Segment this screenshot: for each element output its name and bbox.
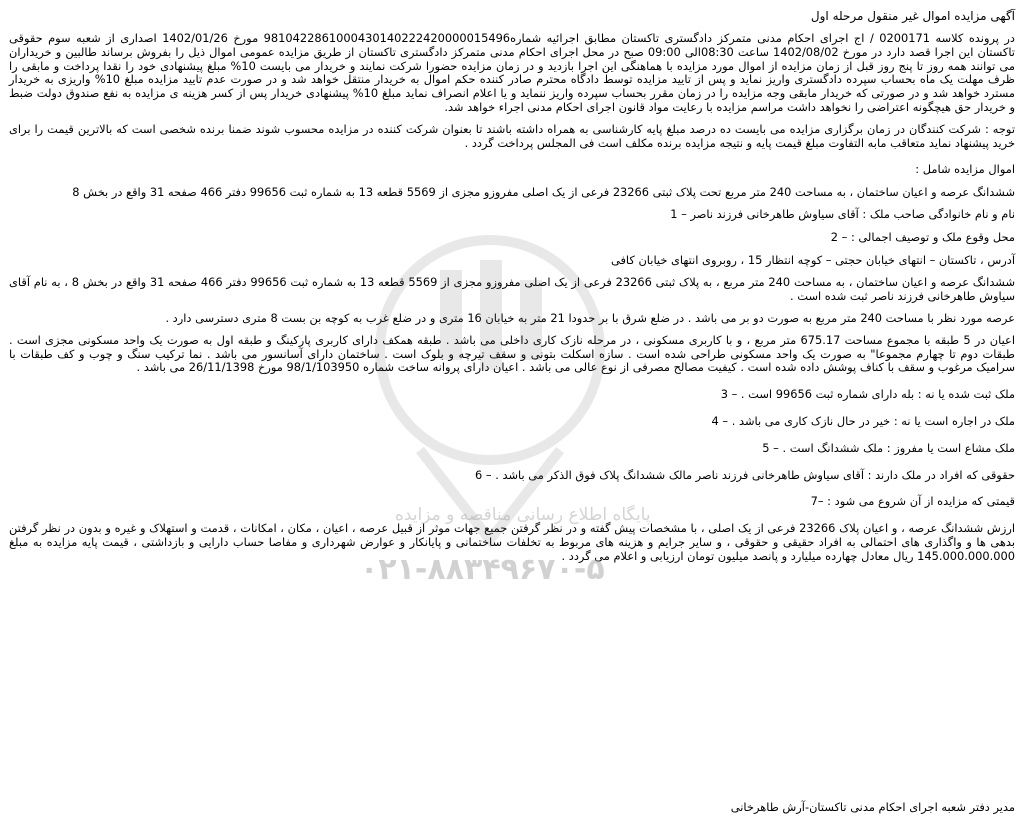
building-paragraph: اعیان در 5 طبقه با مجموع مساحت 675.17 متر مربع ، و با کاربری مسکونی ، در مرحله نازک کاری داخلی می باشد . طبقه همکف دارای کاربری پارکینگ و طبقه اول به صورت یک واحد مسکونی مجزی است . طبقات دوم تا چهارم مجموعا" به صورت یک واحد مسکونی طراحی شده است . سازه اسکلت بتونی و سقف تیرچه و بلوک است . ساختمان دارای آسانسور می باشد . نما ترکیب سنگ و چوب و کف طبقات با سرامیک مرغوب و سقف با کناف پوشش داده شده است . کیفیت مصالح مصرفی از نوع عالی می باشد . اعیان دارای پروانه ساخت شماره 98/1/103950 مورخ 26/11/1398 می باشد .	[9, 332, 1015, 375]
document-title: آگهی مزایده اموال غیر منقول مرحله اول	[810, 9, 1015, 23]
assets-heading: اموال مزایده شامل :	[915, 162, 1015, 177]
owner-item: نام و نام خانوادگی صاحب ملک : آقای سیاوش طاهرخانی فرزند ناصر – 1	[670, 206, 1015, 221]
main-paragraph: در پرونده کلاسه 0200171 / اج اجرای احکام مدنی متمرکز دادگستری تاکستان مطابق اجرائیه شماره9810422861000430140222420000015496 مورخ 1402/01/26 اصداری از شعبه سوم حقوقی تاکستان این اجرا قصد دارد در مورخ 1402/08/02 ساعت 08:30الی 09:00 صبح در محل اجرای احکام مدنی متمرکز دادگستری تاکستان از طریق مزایده عمومی اموال ذیل را بفروش برساند طالبین و خریداران می توانند همه روز تا پنج روز قبل از زمان مزایده از اموال مورد مزایده با هماهنگی این اجرا بازدید و در زمان مزایده حضورا شرکت نمایند و خریدار می بایست 10% مبلغ پیشنهادی خود را نقدا پرداخت و مابقی را ظرف مهلت یک ماه بحساب سپرده دادگستری واریز نماید و پس از تایید مزایده توسط دادگاه محترم صادر کننده حکم اموال به خریدار منتقل خواهد شد و در صورت عدم تایید مزایده مبلغ 10% واریزی به خریدار مسترد خواهد شد و در صورتی که خریدار مابقی وجه مزایده را در زمان مقرر بحساب سپرده واریز ننماید و یا اعلام انصراف نماید مبلغ 10% پیشنهادی خریدار پس از کسر هزینه ی مزایده به نفع صندوق دولت ضبط و خریدار حق هیچگونه اعتراضی را نخواهد داشت مراسم مزایده با رعایت مواد قانون اجرای احکام مدنی اجراء خواهد شد.	[9, 31, 1015, 114]
starting-price-item: قیمتی که مزایده از آن شروع می شود : –7	[810, 494, 1015, 509]
location-item: محل وقوع ملک و توصیف اجمالی : – 2	[830, 229, 1015, 244]
registered-item: ملک ثبت شده یا نه : بله دارای شماره ثبت 99656 است . – 3	[720, 387, 1015, 402]
rights-item: حقوقی که افراد در ملک دارند : آقای سیاوش طاهرخانی فرزند ناصر مالک ششدانگ پلاک فوق الذکر می باشد . – 6	[475, 467, 1015, 482]
valuation-paragraph: ارزش ششدانگ عرصه ، و اعیان پلاک 23266 فرعی از یک اصلی ، با مشخصات پیش گفته و در نظر گرفتن جمیع جهات موثر از قبیل عرصه ، اعیان ، مکان ، امکانات ، قدمت و استهلاک و غیره و بدون در نظر گرفتن بدهی ها و واگذاری های احتمالی به افراد حقیقی و حقوقی ، و سایر جرایم و هزینه های مربوط به تخلفات ساختمانی و پایانکار و عوارض شهرداری و مفاصا حساب دارایی و بازداشتی ، قیمت پایه مزایده به مبلغ 145.000.000.000 ریال معادل چهارده میلیارد و پانصد میلیون تومان ارزیابی و اعلام می گردد .	[9, 521, 1015, 563]
property-detail-paragraph: ششدانگ عرصه و اعیان ساختمان ، به مساحت 240 متر مربع ، به پلاک ثبتی 23266 فرعی از یک اصلی مفروزو مجزی از 5569 قطعه 13 به شماره ثبت 99656 دفتر 466 صفحه 31 واقع در بخش 8 ، به نام آقای سیاوش طاهرخانی فرزند ناصر ثبت شده است .	[9, 275, 1015, 304]
note-paragraph: توجه : شرکت کنندگان در زمان برگزاری مزایده می بایست ده درصد مبلغ پایه کارشناسی به همراه داشته باشند تا بعنوان شرکت کننده در مزایده محسوب شوند ضمنا برنده شخصی است که بالاترین قیمت را برای خرید پیشنهاد نماید متعاقب مابه التفاوت مبلغ قیمت پایه و نتیجه مزایده برنده مکلف است فی المجلس پرداخت گردد .	[9, 121, 1015, 150]
watermark-caption: پایگاه اطلاع رسانی مناقصه و مزایده	[395, 505, 651, 525]
land-paragraph: عرصه مورد نظر با مساحت 240 متر مربع به صورت دو بر می باشد . در ضلع شرق با بر حدودا 21 متر به خیابان 16 متری و در ضلع غرب به کوچه بن بست 8 متری دسترسی دارد .	[165, 310, 1015, 325]
ownership-item: ملک مشاع است یا مفروز : ملک ششدانگ است . – 5	[762, 440, 1015, 455]
property-paragraph: ششدانگ عرصه و اعیان ساختمان ، به مساحت 240 متر مربع تحت پلاک ثبتی 23266 فرعی از یک اصلی مفروزو مجزی از 5569 قطعه 13 به شماره ثبت 99656 دفتر 466 صفحه 31 واقع در بخش 8	[72, 185, 1015, 200]
watermark-phone: ۰۲۱-۸۸۳۴۹۶۷۰-۵	[360, 552, 605, 587]
lease-item: ملک در اجاره است یا نه : خیر در حال نازک کاری می باشد . – 4	[711, 413, 1015, 428]
address-line: آدرس ، تاکستان – انتهای خیابان حجتی – کوچه انتظار 15 ، روبروی انتهای خیابان کافی	[610, 252, 1015, 267]
signature-line: مدیر دفتر شعبه اجرای احکام مدنی تاکستان-آرش طاهرخانی	[730, 800, 1015, 814]
